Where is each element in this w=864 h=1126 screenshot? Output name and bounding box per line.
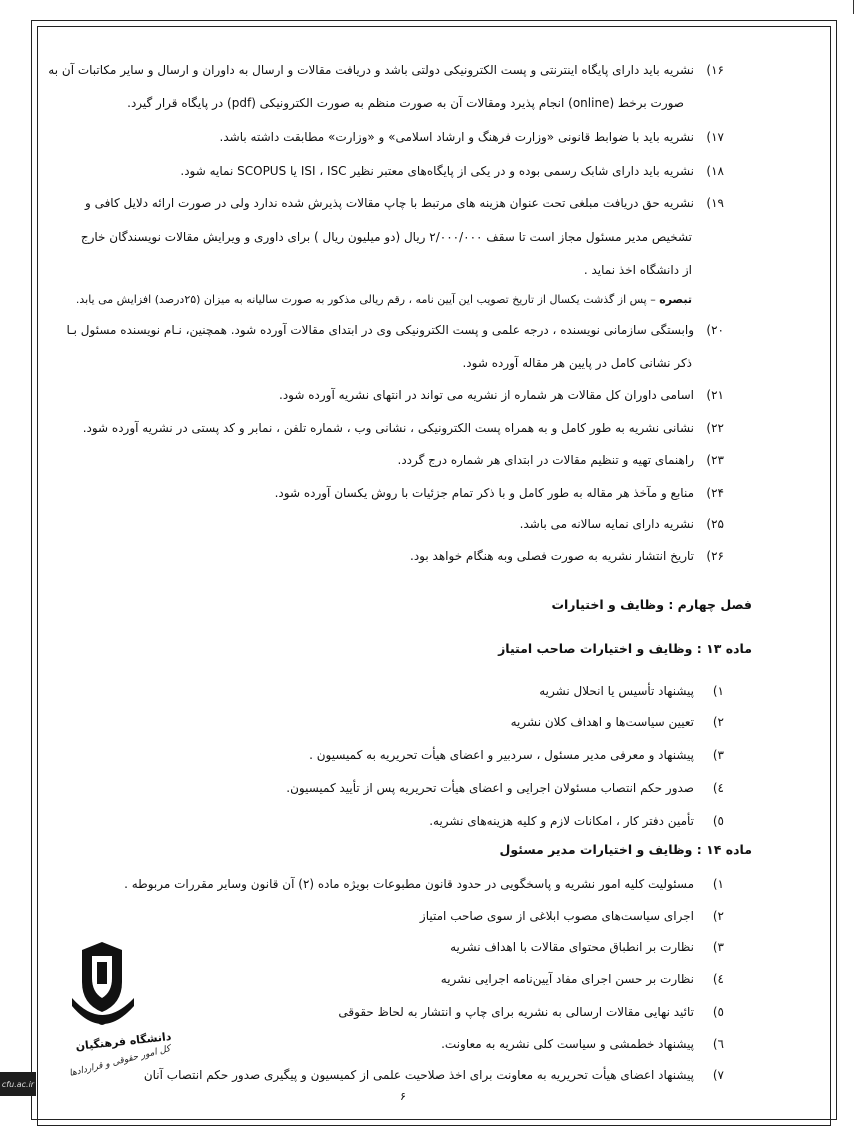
- article-14-title: ماده ۱۴ : وظایف و اختیارات مدیر مسئول: [499, 842, 752, 857]
- clause-23: ۲۳)راهنمای تهیه و تنظیم مقالات در ابتدای هر شماره درج گردد.: [397, 453, 724, 467]
- note: تبصره – پس از گذشت یکسال از تاریخ تصویب این آیین نامه ، رقم ریالی مذکور به صورت سالیانه به میزان (۲۵درصد) افزایش می یابد.: [75, 293, 692, 306]
- clause-16-cont: صورت برخط (online) انجام پذیرد ومقالات آن به صورت منظم به صورت الکترونیکی (pdf) در پایگاه قرار گیرد.: [127, 96, 684, 110]
- article-14-item: ۷)پیشنهاد اعضای هیأت تحریریه به معاونت برای اخذ صلاحیت علمی از کمیسیون و پیگیری صدور حکم انتصاب آنان: [143, 1068, 724, 1082]
- clause-20: ۲۰)وابستگی سازمانی نویسنده ، درجه علمی و پست الکترونیکی وی در ابتدای مقالات آورده شود. همچنین، نـام نویسنده مسئول بـا: [66, 323, 724, 337]
- article-13-item: ۲)تعیین سیاست‌ها و اهداف کلان نشریه: [510, 715, 724, 729]
- clause-25: ۲۵)نشریه دارای نمایه سالانه می باشد.: [519, 517, 724, 531]
- edge-mark: [853, 0, 860, 14]
- clause-24: ۲۴)منابع و مآخذ هر مقاله به طور کامل و با ذکر تمام جزئیات با روش یکسان آورده شود.: [274, 486, 724, 500]
- clause-19-cont2: از دانشگاه اخذ نماید .: [583, 263, 692, 277]
- clause-19: ۱۹)نشریه حق دریافت مبلغی تحت عنوان هزینه های مرتبط با چاپ مقالات پذیرش شده ندارد ولی در صورت ارائه دلایل کافی و: [84, 196, 724, 210]
- article-14-item: ۳)نظارت بر انطباق محتوای مقالات با اهداف نشریه: [450, 940, 724, 954]
- university-logo: [42, 942, 172, 1092]
- clause-21: ۲۱)اسامی داوران کل مقالات هر شماره از نشریه می تواند در انتهای نشریه آورده شود.: [279, 388, 724, 402]
- clause-18: ۱۸)نشریه باید دارای شابک رسمی بوده و در یکی از پایگاه‌های معتبر نظیر ISI ، ISC یا SCOPUS نمایه شود.: [180, 164, 724, 178]
- clause-16: ۱۶)نشریه باید دارای پایگاه اینترنتی و پست الکترونیکی دولتی باشد و دریافت مقالات و ارسال به داوران و ارسال و سایر مکاتبات آن به: [48, 63, 724, 77]
- article-14-item: ٥)تائید نهایی مقالات ارسالی به نشریه برای چاپ و انتشار به لحاظ حقوقی: [338, 1005, 724, 1019]
- article-13-item: ۱)پیشنهاد تأسیس یا انحلال نشریه: [539, 684, 724, 698]
- article-14-item: ۲)اجرای سیاست‌های مصوب ابلاغی از سوی صاحب امتیاز: [419, 909, 724, 923]
- university-logo-icon: [42, 942, 172, 1092]
- article-13-item: ٤)صدور حکم انتصاب مسئولان اجرایی و اعضای هیأت تحریریه پس از تأیید کمیسیون.: [286, 781, 724, 795]
- chapter-title: فصل چهارم : وظایف و اختیارات: [551, 597, 752, 612]
- page-number: ۶: [400, 1090, 406, 1103]
- article-14-item: ٦)پیشنهاد خطمشی و سیاست کلی نشریه به معاونت.: [441, 1037, 724, 1051]
- clause-17: ۱۷)نشریه باید با ضوابط قانونی «وزارت فرهنگ و ارشاد اسلامی» و «وزارت» مطابقت داشته باشد.: [219, 130, 724, 144]
- site-watermark: cfu.ac.ir: [0, 1072, 36, 1096]
- clause-20-cont: ذکر نشانی کامل در پایین هر مقاله آورده شود.: [462, 356, 692, 370]
- clause-19-cont: تشخیص مدیر مسئول مجاز است تا سقف ۲/۰۰۰/۰۰۰ ریال (دو میلیون ریال ) برای داوری و ویرایش مقالات نویسندگان خارج: [80, 230, 692, 244]
- clause-26: ۲۶)تاریخ انتشار نشریه به صورت فصلی وبه هنگام خواهد بود.: [410, 549, 724, 563]
- article-14-item: ٤)نظارت بر حسن اجرای مفاد آیین‌نامه اجرایی نشریه: [440, 972, 724, 986]
- article-13-item: ۳)پیشنهاد و معرفی مدیر مسئول ، سردبیر و اعضای هیأت تحریریه به کمیسیون .: [309, 748, 724, 762]
- clause-22: ۲۲)نشانی نشریه به طور کامل و به همراه پست الکترونیکی ، نشانی وب ، شماره تلفن ، نمابر و کد پستی در نشریه آورده شود.: [82, 421, 724, 435]
- logo-subtext: کل امور حقوقی و قراردادها: [68, 1044, 172, 1079]
- logo-name: دانشگاه فرهنگیان: [74, 1030, 172, 1053]
- article-13-title: ماده ۱۳ : وظایف و اختیارات صاحب امتیاز: [498, 641, 752, 656]
- article-14-item: ۱)مسئولیت کلیه امور نشریه و پاسخگویی در حدود قانون مطبوعات بویژه ماده (۲) آن قانون وسایر مقررات مربوطه .: [124, 877, 724, 891]
- article-13-item: ٥)تأمین دفتر کار ، امکانات لازم و کلیه هزینه‌های نشریه.: [429, 814, 724, 828]
